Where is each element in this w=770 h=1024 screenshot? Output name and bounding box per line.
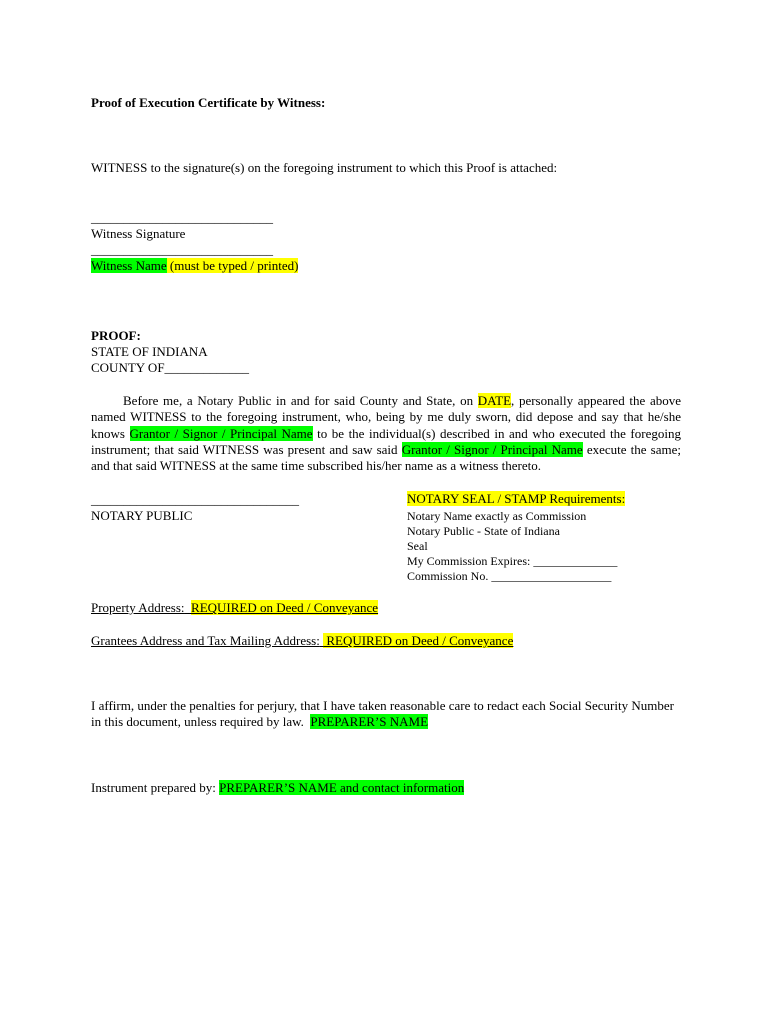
instrument-prepared-label: Instrument prepared by: xyxy=(91,780,216,795)
instrument-prepared-row xyxy=(91,780,464,796)
notary-signature-line: ________________________________ xyxy=(91,492,299,507)
property-address-label: Property Address: xyxy=(91,600,185,615)
seal-requirement-item: Seal xyxy=(407,539,428,553)
body-text-mid-2: to be the individual(s) described in and who executed the foregoing instrument; that said WITNESS was present and saw said xyxy=(91,425,681,457)
witness-statement: WITNESS to the signature(s) on the foregoing instrument to which this Proof is attached: xyxy=(91,160,558,175)
seal-requirement-item: My Commission Expires: ______________ xyxy=(407,554,618,568)
body-text-end: execute the same; and that said WITNESS at the same time subscribed his/her name as a witness thereto. xyxy=(91,441,681,474)
affirmation-paragraph xyxy=(91,698,681,731)
notary-public-label: NOTARY PUBLIC xyxy=(91,508,193,523)
seal-requirements-heading-row xyxy=(407,491,625,507)
affirmation-text: I affirm, under the penalties for perjury, that I have taken reasonable care to redact each Social Security Number in this document, unless required by law. xyxy=(91,698,674,730)
seal-requirement-item: Notary Public - State of Indiana xyxy=(407,524,560,538)
county-line: COUNTY OF_____________ xyxy=(91,360,250,375)
proof-body-paragraph xyxy=(91,393,681,474)
seal-requirement-item: Notary Name exactly as Commission xyxy=(407,509,587,523)
body-text-start: Before me, a Notary Public in and for said County and State, on xyxy=(123,393,478,408)
witness-name-line: ____________________________ xyxy=(91,242,273,257)
grantor-name-field-2[interactable]: Grantor / Signor / Principal Name xyxy=(401,441,583,457)
instrument-preparer-field[interactable]: PREPARER’S NAME and contact information xyxy=(219,780,465,795)
property-address-row xyxy=(91,600,378,616)
grantor-name-field-1[interactable]: Grantor / Signor / Principal Name xyxy=(129,425,313,441)
affirmation-preparer-field[interactable]: PREPARER’S NAME xyxy=(310,714,429,730)
date-field[interactable]: DATE xyxy=(477,393,512,408)
document-title: Proof of Execution Certificate by Witness: xyxy=(91,95,326,110)
grantees-address-field[interactable]: REQUIRED on Deed / Conveyance xyxy=(323,633,514,648)
body-text-mid-1: , personally appeared the above named WITNESS to the foregoing instrument, who, being by me duly sworn, did depose and say that he/she knows xyxy=(91,393,681,441)
grantees-address-row xyxy=(91,633,513,649)
witness-signature-label: Witness Signature xyxy=(91,226,186,241)
property-address-field[interactable]: REQUIRED on Deed / Conveyance xyxy=(191,600,379,615)
witness-name-note: (must be typed / printed) xyxy=(169,258,299,273)
state-line: STATE OF INDIANA xyxy=(91,344,208,359)
seal-requirement-item: Commission No. ____________________ xyxy=(407,569,612,583)
witness-signature-line: ____________________________ xyxy=(91,210,273,225)
witness-name-row xyxy=(91,258,298,274)
seal-requirements-heading: NOTARY SEAL / STAMP Requirements: xyxy=(407,491,626,506)
witness-name-field[interactable]: Witness Name xyxy=(91,258,167,273)
grantees-address-label: Grantees Address and Tax Mailing Address: xyxy=(91,633,320,648)
proof-heading: PROOF: xyxy=(91,328,141,343)
